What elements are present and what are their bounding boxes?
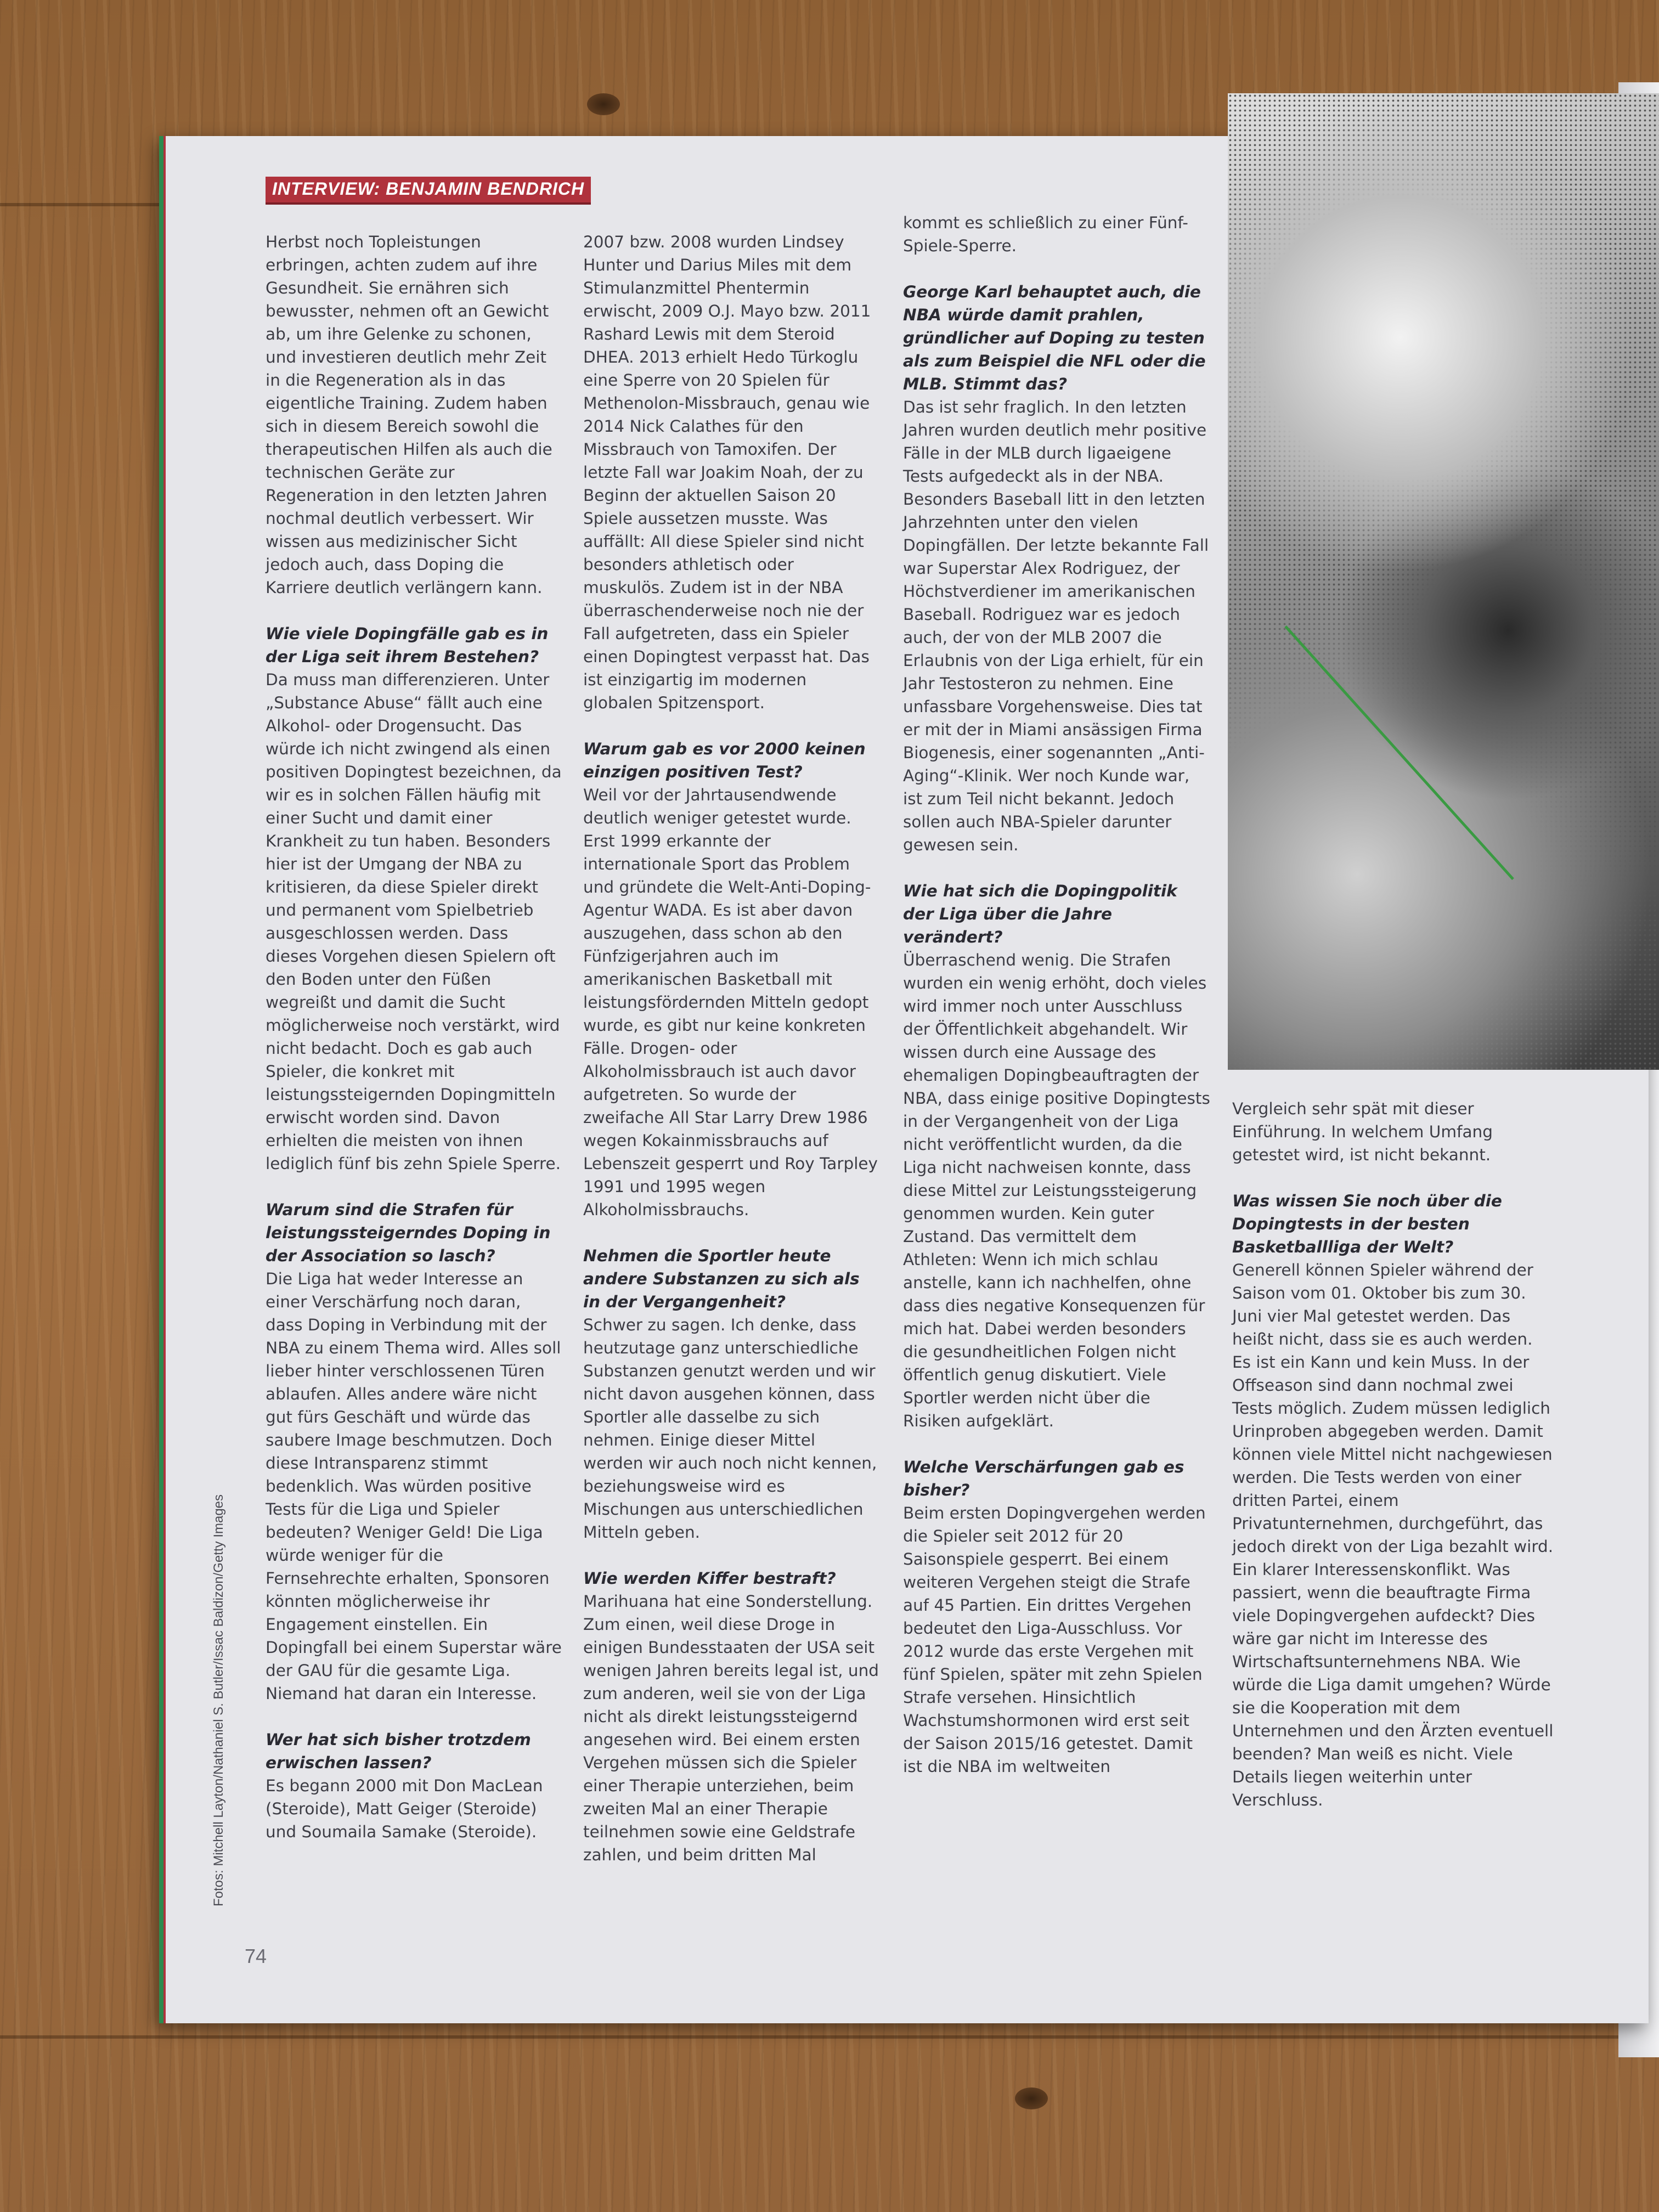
table-seam xyxy=(0,2035,1659,2039)
text-column-1 xyxy=(266,230,562,1843)
answer-paragraph: Schwer zu sagen. Ich denke, dass heutzutage ganz unterschiedliche Substanzen genutzt werden und wir nicht davon ausgehen können, dass Sportler alle dasselbe zu sich nehmen. Einige dieser Mittel werden wir auch noch nicht kennen, beziehungsweise wird es Mischungen aus unterschiedlichen Mitteln geben. xyxy=(583,1316,877,1542)
answer-paragraph: Weil vor der Jahrtausendwende deutlich weniger getestet wurde. Erst 1999 erkannte der internationale Sport das Problem und gründete die Welt-Anti-Doping-Agentur WADA. Es ist aber davon auszugehen, dass schon ab den Fünfzigerjahren auch im amerikanischen Basketball mit leistungsfördernden Mitteln gedopt wurde, es gibt nur keine konkreten Fälle. Drogen- oder Alkoholmissbrauch ist auch davor aufgetreten. So wurde der zweifache All Star Larry Drew 1986 wegen Kokainmissbrauchs auf Lebenszeit gesperrt und Roy Tarpley 1991 und 1995 wegen Alkoholmissbrauchs. xyxy=(583,786,878,1219)
answer-paragraph: Vergleich sehr spät mit dieser Einführung. In welchem Umfang getestet wird, ist nicht bekannt. xyxy=(1232,1099,1493,1164)
answer-paragraph: Da muss man differenzieren. Unter „Substance Abuse“ fällt auch eine Alkohol- oder Drogensucht. Das würde ich nicht zwingend als einen positiven Dopingtest bezeichnen, da wir es in solchen Fällen häufig mit einer Sucht und damit einer Krankheit zu tun haben. Besonders hier ist der Umgang der NBA zu kritisieren, da diese Spieler direkt und permanent vom Spielbetrieb ausgeschlossen werden. Dass dieses Vorgehen diesen Spielern oft den Boden unter den Füßen wegreißt und damit die Sucht möglicherweise noch verstärkt, wird nicht bedacht. Doch es gab auch Spieler, die konkret mit leistungssteigernden Dopingmitteln erwischt worden sind. Davon erhielten die meisten von ihnen lediglich fünf bis zehn Spiele Sperre. xyxy=(266,670,562,1173)
page-edge-stripe xyxy=(159,136,163,2023)
answer-paragraph: Das ist sehr fraglich. In den letzten Jahren wurden deutlich mehr positive Fälle in der MLB durch ligaeigene Tests aufgedeckt als in der NBA. Besonders Baseball litt in den letzten Jahrzehnten unter den vielen Dopingfällen. Der letzte bekannte Fall war Superstar Alex Rodriguez, der Höchstverdiener im amerikanischen Baseball. Rodriguez war es jedoch auch, der von der MLB 2007 die Erlaubnis von der Liga erhielt, für ein Jahr Testosteron zu nehmen. Eine unfassbare Vorgehensweise. Dies tat er mit der in Miami ansässigen Firma Biogenesis, einer sogenannten „Anti-Aging“-Klinik. Wer noch Kunde war, ist zum Teil nicht bekannt. Jedoch sollen auch NBA-Spieler darunter gewesen sein. xyxy=(903,398,1209,854)
wood-knot xyxy=(1015,2087,1048,2109)
answer-paragraph: Herbst noch Topleistungen erbringen, achten zudem auf ihre Gesundheit. Sie ernähren sich bewusster, nehmen oft an Gewicht ab, um ihre Gelenke zu schonen, und investieren deutlich mehr Zeit in die Regeneration als in das eigentliche Training. Zudem haben sich in diesem Bereich sowohl die therapeutischen Hilfen als auch die technischen Geräte zur Regeneration in den letzten Jahren nochmal deutlich verbessert. Wir wissen aus medizinischer Sicht jedoch auch, dass Doping die Karriere deutlich verlängern kann. xyxy=(266,233,552,597)
text-column-2 xyxy=(583,230,879,1866)
section-header-tag: INTERVIEW: BENJAMIN BENDRICH xyxy=(266,177,591,205)
answer-paragraph: Marihuana hat eine Sonderstellung. Zum einen, weil diese Droge in einigen Bundesstaaten der USA seit wenigen Jahren bereits legal ist, und zum anderen, weil sie von der Liga nicht als direkt leistungssteigernd angesehen wird. Bei einem ersten Vergehen müssen sich die Spieler einer Therapie unterziehen, beim zweiten Mal an einer Therapie teilnehmen sowie eine Geldstrafe zahlen, und beim dritten Mal xyxy=(583,1592,879,1864)
answer-paragraph: Die Liga hat weder Interesse an einer Verschärfung noch daran, dass Doping in Verbindung mit der NBA zu einem Thema wird. Alles soll lieber hinter verschlossenen Türen ablaufen. Alles andere wäre nicht gut fürs Geschäft und würde das saubere Image beschmutzen. Doch diese Intransparenz stimmt bedenklich. Was würden positive Tests für die Liga und Spieler bedeuten? Weniger Geld! Die Liga würde weniger für die Fernsehrechte erhalten, Sponsoren könnten möglicherweise ihr Engagement einstellen. Ein Dopingfall bei einem Superstar wäre der GAU für die gesamte Liga. Niemand hat daran ein Interesse. xyxy=(266,1269,562,1703)
interview-question: Wie viele Dopingfälle gab es in der Liga seit ihrem Bestehen? xyxy=(266,624,549,666)
answer-paragraph: Generell können Spieler während der Saison vom 01. Oktober bis zum 30. Juni vier Mal getestet werden. Das heißt nicht, dass sie es auch werden. Es ist ein Kann und kein Muss. In der Offseason sind dann nochmal zwei Tests möglich. Zudem müssen lediglich Urinproben abgegeben werden. Damit können viele Mittel nicht nachgewiesen werden. Die Tests werden von einer dritten Partei, einem Privatunternehmen, durchgeführt, das jedoch direkt von der Liga bezahlt wird. Ein klarer Interessenskonflikt. Was passiert, wenn die beauftragte Firma viele Dopingvergehen aufdeckt? Dies wäre gar nicht im Interesse des Wirtschaftsunternehmens NBA. Wie würde die Liga damit umgehen? Würde sie die Kooperation mit dem Unternehmen und den Ärzten eventuell beenden? Man weiß es nicht. Viele Details liegen weiterhin unter Verschluss. xyxy=(1232,1261,1554,1809)
answer-paragraph: Beim ersten Dopingvergehen werden die Spieler seit 2012 für 20 Saisonspiele gesperrt. Bei einem weiteren Vergehen steigt die Strafe auf 45 Partien. Ein drittes Vergehen bedeutet den Liga-Ausschluss. Vor 2012 wurde das erste Vergehen mit fünf Spielen, später mit zehn Spielen Strafe versehen. Hinsichtlich Wachstumshormonen wird erst seit der Saison 2015/16 getestet. Damit ist die NBA im weltweiten xyxy=(903,1504,1206,1776)
interview-question: Nehmen die Sportler heute andere Substanzen zu sich als in der Vergangenheit? xyxy=(583,1246,860,1311)
interview-question: Wie werden Kiffer bestraft? xyxy=(583,1569,836,1588)
interview-question: Warum gab es vor 2000 keinen einzigen positiven Test? xyxy=(583,740,866,781)
halftone-photo xyxy=(1228,93,1659,1070)
interview-question: Wer hat sich bisher trotzdem erwischen lassen? xyxy=(266,1730,531,1772)
answer-paragraph: Es begann 2000 mit Don MacLean (Steroide), Matt Geiger (Steroide) und Soumaila Samake (Steroide). xyxy=(266,1776,543,1841)
interview-question: George Karl behauptet auch, die NBA würde damit prahlen, gründlicher auf Doping zu testen als zum Beispiel die NFL oder die MLB. Stimmt das? xyxy=(903,283,1206,393)
text-column-3 xyxy=(903,211,1210,1778)
text-column-4 xyxy=(1232,1097,1556,1812)
answer-paragraph: Überraschend wenig. Die Strafen wurden ein wenig erhöht, doch vieles wird immer noch unter Ausschluss der Öffentlichkeit abgehandelt. Wir wissen durch eine Aussage des ehemaligen Dopingbeauftragten der NBA, dass einige positive Dopingtests in der Vergangenheit von der Liga nicht veröffentlicht wurden, da die Liga nicht nachweisen konnte, dass diese Mittel zur Leistungssteigerung genommen wurden. Kein guter Zustand. Das vermittelt dem Athleten: Wenn ich mich schlau anstelle, kann ich nachhelfen, ohne dass dies negative Konsequenzen für mich hat. Dabei werden besonders die gesundheitlichen Folgen nicht öffentlich genug diskutiert. Viele Sportler werden nicht über die Risiken aufgeklärt. xyxy=(903,951,1210,1430)
page-edge-stripe xyxy=(163,136,166,2023)
interview-question: Was wissen Sie noch über die Dopingtests in der besten Basketballliga der Welt? xyxy=(1232,1192,1502,1256)
wood-knot xyxy=(587,93,620,115)
page-number: 74 xyxy=(245,1945,267,1967)
interview-question: Wie hat sich die Dopingpolitik der Liga über die Jahre verändert? xyxy=(903,882,1177,946)
answer-paragraph: kommt es schließlich zu einer Fünf-Spiele-Sperre. xyxy=(903,213,1188,255)
photo-credit: Fotos: Mitchell Layton/Nathaniel S. Butler/Issac Baldizon/Getty Images xyxy=(211,1494,226,1906)
interview-question: Warum sind die Strafen für leistungssteigerndes Doping in der Association so lasch? xyxy=(266,1200,551,1265)
answer-paragraph: 2007 bzw. 2008 wurden Lindsey Hunter und Darius Miles mit dem Stimulanzmittel Phentermin erwischt, 2009 O.J. Mayo bzw. 2011 Rashard Lewis mit dem Steroid DHEA. 2013 erhielt Hedo Türkoglu eine Sperre von 20 Spielen für Methenolon-Missbrauch, genau wie 2014 Nick Calathes für den Missbrauch von Tamoxifen. Der letzte Fall war Joakim Noah, der zu Beginn der aktuellen Saison 20 Spiele aussetzen musste. Was auffällt: All diese Spieler sind nicht besonders athletisch oder muskulös. Zudem ist in der NBA überraschenderweise noch nie der Fall aufgetreten, dass ein Spieler einen Dopingtest verpasst hat. Das ist einzigartig im modernen globalen Spitzensport. xyxy=(583,233,871,712)
interview-question: Welche Verschärfungen gab es bisher? xyxy=(903,1458,1184,1499)
